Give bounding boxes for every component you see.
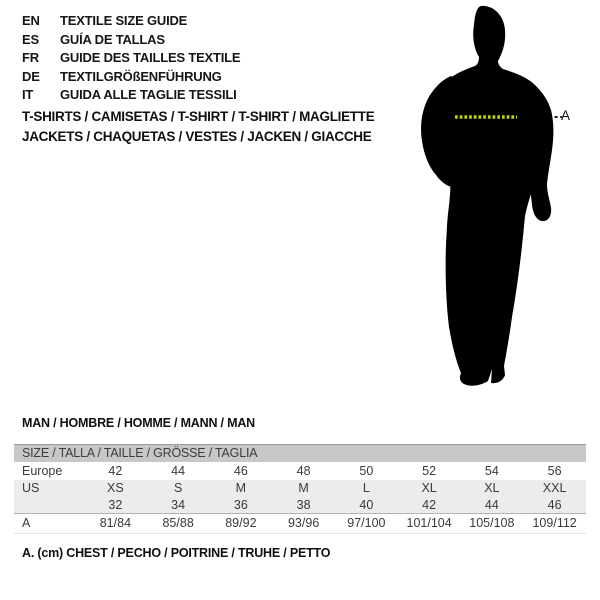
size-table — [14, 444, 586, 534]
size-cell: 42 — [108, 464, 123, 478]
size-cell: 81/84 — [99, 516, 132, 530]
size-cell: 105/108 — [469, 516, 515, 530]
lang-code: EN — [22, 13, 40, 28]
size-cell: 40 — [359, 498, 374, 512]
table-row-us-numbers — [14, 497, 586, 513]
footnote-chest-legend: A. (cm) CHEST / PECHO / POITRINE / TRUHE / PETTO — [22, 546, 331, 560]
size-cell: 54 — [484, 464, 499, 478]
size-cell: 48 — [296, 464, 311, 478]
size-cell: 50 — [359, 464, 374, 478]
size-cell: XL — [421, 481, 437, 495]
size-cell: 56 — [547, 464, 562, 478]
size-cell: 44 — [484, 498, 499, 512]
row-label-us: US — [22, 481, 40, 495]
man-silhouette-svg — [405, 2, 575, 395]
size-cell: 101/104 — [406, 516, 452, 530]
row-label-empty — [14, 497, 84, 513]
lang-row-en — [22, 12, 240, 31]
category-jackets: JACKETS / CHAQUETAS / VESTES / JACKEN / GIACCHE — [22, 128, 372, 144]
lang-code: FR — [22, 50, 39, 66]
lang-code: ES — [22, 31, 39, 47]
size-table-header: SIZE / TALLA / TAILLE / GRÖSSE / TAGLIA — [14, 445, 586, 462]
size-cell: 93/96 — [287, 516, 320, 530]
lang-label: GUÍA DE TALLAS — [60, 31, 165, 47]
size-cell: 52 — [422, 464, 437, 478]
row-label-a: A — [22, 516, 31, 530]
size-cell: 42 — [422, 498, 437, 512]
size-cell: 36 — [233, 498, 248, 512]
measure-label-a: A — [561, 108, 571, 123]
lang-label: TEXTILE SIZE GUIDE — [60, 13, 188, 28]
size-cell: 46 — [547, 498, 562, 512]
size-cell: XXL — [542, 481, 567, 495]
section-title-man: MAN / HOMBRE / HOMME / MANN / MAN — [22, 416, 255, 430]
size-cell: 46 — [233, 464, 248, 478]
row-label-europe: Europe — [22, 464, 63, 478]
size-cell: S — [173, 481, 183, 495]
size-cell: 89/92 — [225, 516, 257, 530]
lang-label: GUIDE DES TAILLES TEXTILE — [60, 50, 241, 66]
garment-categories — [22, 107, 374, 146]
language-list — [22, 12, 240, 105]
lang-label: GUIDA ALLE TAGLIE TESSILI — [60, 87, 237, 103]
size-cell: 109/112 — [532, 516, 577, 530]
lang-row-it — [22, 86, 240, 105]
man-silhouette-figure — [405, 2, 600, 397]
lang-row-fr — [22, 49, 240, 68]
table-row-us-letters — [14, 480, 586, 497]
size-cell: 38 — [296, 498, 311, 512]
size-cell: 85/88 — [162, 516, 194, 530]
size-cell: XS — [107, 481, 124, 495]
category-tshirts: T-SHIRTS / CAMISETAS / T-SHIRT / T-SHIRT / MAGLIETTE — [22, 109, 375, 124]
table-row-europe — [14, 462, 586, 480]
lang-code: IT — [22, 87, 34, 103]
table-row-chest-a — [14, 513, 586, 534]
size-cell: 44 — [171, 464, 186, 478]
lang-row-de — [22, 68, 240, 87]
size-cell: L — [362, 481, 370, 495]
size-cell: M — [298, 481, 309, 495]
lang-code: DE — [22, 68, 40, 84]
size-cell: XL — [484, 481, 500, 495]
size-cell: 97/100 — [347, 516, 386, 530]
lang-label: TEXTILGRÖßENFÜHRUNG — [60, 68, 222, 84]
lang-row-es — [22, 31, 240, 50]
size-cell: 34 — [171, 498, 186, 512]
size-cell: M — [235, 481, 247, 495]
size-cell: 32 — [108, 498, 123, 512]
